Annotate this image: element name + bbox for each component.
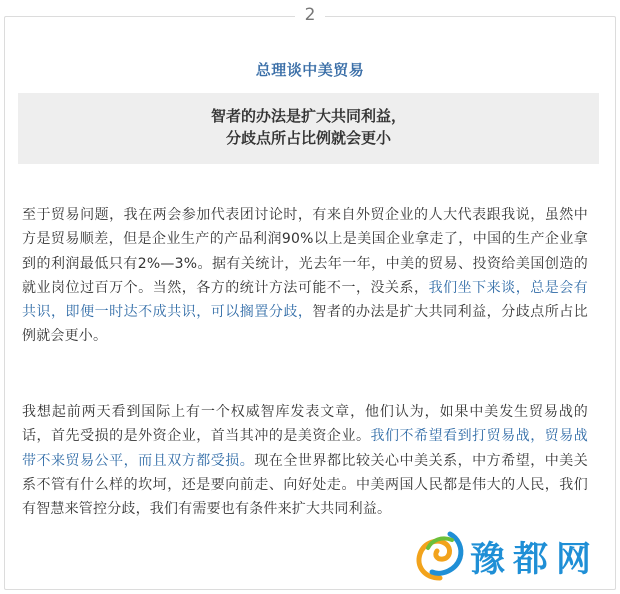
watermark-logo: [412, 528, 612, 584]
paragraph-2-text-a: 我想起前两天看到国际上有一个权威智库发表文章，他们认为，如果中美发生贸易战的话，首先受损的是外资企业，首当其冲的是美资企业。: [22, 404, 588, 445]
paragraph-1-highlight: 我们坐下来谈，总是会有共识，即便一时达不成共识，可以搁置分歧，: [22, 279, 588, 321]
paragraph-1-text-b: 智者的办法是扩大共同利益，分歧点所占比例就会更小。: [22, 304, 588, 345]
paragraph-2-text-b: 现在全世界都比较关心中美关系，中方希望，中美关系不管有什么样的坎坷，还是要向前走、向好处走。中美两国人民都是伟大的人民，我们有智慧来管控分歧，我们有需要也有条件来扩大共同利益。: [22, 452, 588, 518]
page-number-container: [0, 4, 620, 26]
swirl-logo-icon: [412, 528, 468, 584]
paragraph-2-highlight: 我们不希望看到打贸易战，贸易战带不来贸易公平，而且双方都受损。: [22, 428, 588, 469]
paragraph-1-text-a: 至于贸易问题，我在两会参加代表团讨论时，有来自外贸企业的人大代表跟我说，虽然中方是贸易顺差，但是企业生产的产品利润90%以上是美国企业拿走了，中国的生产企业拿到的利润最低只有2%—3%。据有关统计，光去年一年，中美的贸易、投资给美国创造的就业岗位过百万个。当然，各方的统计方法可能不一，没关系，: [22, 207, 588, 296]
pull-quote-line-1: 智者的办法是扩大共同利益，: [210, 107, 406, 125]
pull-quote: [18, 93, 599, 164]
watermark-text: 豫都网: [470, 540, 600, 580]
paragraph-1: [22, 203, 588, 349]
paragraph-2: [22, 400, 588, 521]
pull-quote-line-2: 分歧点所占比例就会更小: [225, 129, 391, 147]
page-number: 2: [295, 4, 326, 26]
section-title: 总理谈中美贸易: [255, 61, 365, 79]
